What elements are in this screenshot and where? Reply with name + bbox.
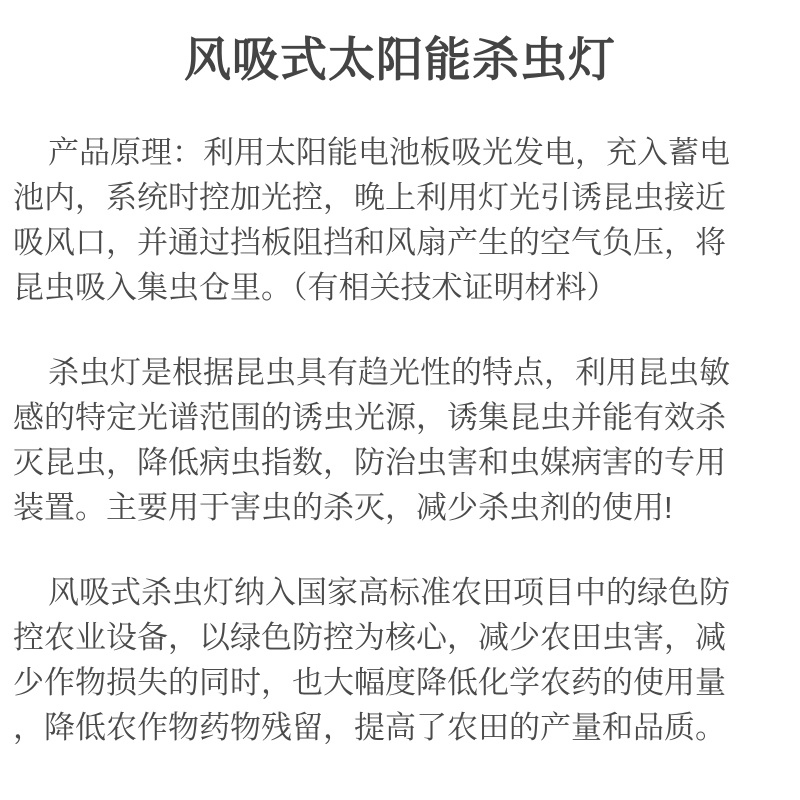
text-line: 少作物损失的同时，也大幅度降低化学农药的使用量: [13, 665, 726, 700]
text-line: 灭昆虫，降低病虫指数，防治虫害和虫媒病害的专用: [13, 445, 726, 480]
text-line: 池内，系统时控加光控，晚上利用灯光引诱昆虫接近: [13, 180, 726, 215]
text-line: 杀虫灯是根据昆虫具有趋光性的特点，利用昆虫敏: [48, 355, 730, 390]
paragraph-green-farmland: [13, 570, 787, 750]
text-line: 控农业设备，以绿色防控为核心，减少农田虫害，减: [13, 620, 726, 655]
description-content: [13, 130, 787, 750]
text-line: 产品原理：利用太阳能电池板吸光发电，充入蓄电: [48, 135, 730, 170]
text-line: 风吸式杀虫灯纳入国家高标准农田项目中的绿色防: [48, 575, 730, 610]
paragraph-lamp-mechanism: [13, 350, 787, 530]
text-line: 装置。主要用于害虫的杀灭，减少杀虫剂的使用!: [13, 490, 673, 525]
product-description-page: [0, 30, 800, 800]
text-line: 吸风口，并通过挡板阻挡和风扇产生的空气负压，将: [13, 225, 726, 260]
text-line: ，降低农作物药物残留，提高了农田的产量和品质。: [13, 710, 726, 745]
page-title: 风吸式太阳能杀虫灯: [184, 33, 616, 86]
text-line: 感的特定光谱范围的诱虫光源，诱集昆虫并能有效杀: [13, 400, 726, 435]
text-line: 昆虫吸入集虫仓里。（有相关技术证明材料）: [13, 270, 618, 305]
paragraph-product-principle: [13, 130, 787, 310]
